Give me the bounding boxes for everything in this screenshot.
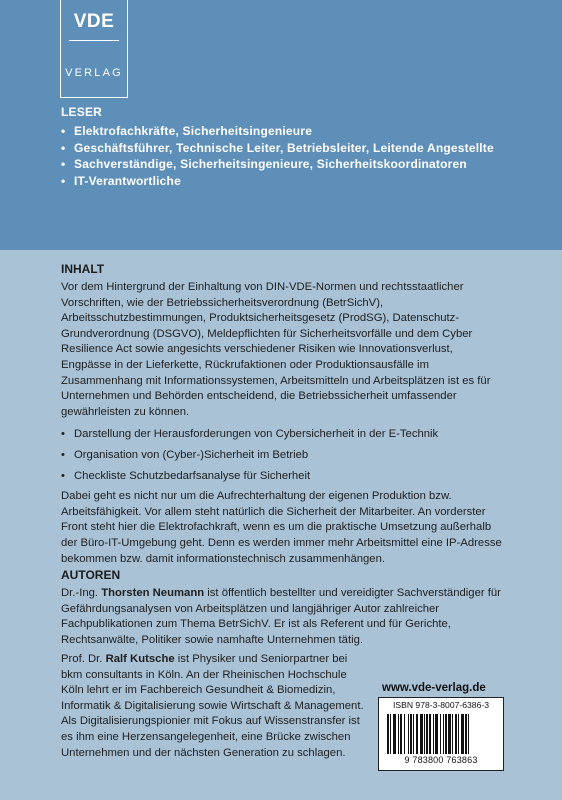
- publisher-website[interactable]: www.vde-verlag.de: [382, 682, 486, 694]
- barcode-bar: [461, 714, 464, 754]
- leser-item: • Sachverständige, Sicherheitsingenieure, Sicherheitskoordinatoren: [61, 156, 494, 173]
- barcode-bar: [400, 714, 402, 754]
- leser-item: • IT-Verantwortliche: [61, 173, 494, 190]
- barcode-bar: [468, 714, 469, 754]
- barcode-bar: [455, 714, 457, 754]
- inhalt-title: INHALT: [61, 262, 105, 276]
- barcode-bar: [393, 714, 396, 754]
- barcode-bar: [440, 714, 441, 754]
- barcode-bar: [458, 714, 459, 754]
- barcode-box: [378, 697, 504, 771]
- barcode-bar: [424, 714, 425, 754]
- author-1-prefix: Dr.-Ing.: [61, 587, 102, 599]
- leser-item: • Elektrofachkräfte, Sicherheitsingenieure: [61, 123, 494, 140]
- barcode-bar: [408, 714, 409, 754]
- barcode-bar: [416, 714, 418, 754]
- barcode-icon: [387, 714, 497, 754]
- barcode-bar: [404, 714, 405, 754]
- leser-list: [61, 123, 494, 189]
- barcode-bar: [413, 714, 414, 754]
- autoren-body-2: [61, 652, 367, 761]
- barcode-bar: [448, 714, 451, 754]
- barcode-bar: [465, 714, 467, 754]
- author-1: [61, 586, 506, 648]
- author-1-name: Thorsten Neumann: [101, 587, 205, 599]
- author-2-name: Ralf Kutsche: [105, 653, 175, 665]
- leser-section: [61, 105, 494, 189]
- inhalt-intro: Vor dem Hintergrund der Einhaltung von DIN-VDE-Normen und rechtsstaatlicher Vorschriften, wie der Betriebssicherheitsverordnung (BetrSichV), Arbeitsschutzbestimmungen, Produktsicherheitsgesetz (ProdSG), Datenschutz-Grundverordnung (DSGVO), Meldepflichten für Sicherheitsvorfälle und dem Cyber Resilience Act sowie angesichts verschiedener Risiken wie Innovationsverlust, Engpässe in der Lieferkette, Rückrufaktionen oder Produktionsausfälle im Zusammenhang mit Informationssystemen, Arbeitsmitteln und Arbeitsplätzen ist es für Unternehmen und Behörden entscheidend, die Betriebssicherheit umfassender gewährleisten zu können.: [61, 281, 491, 418]
- author-2-text: ist Physiker und Seniorpartner bei bkm consultants in Köln. An der Rheinischen Hochschule Köln lehrt er im Fachbereich Gesundheit & Biomedizin, Informatik & Digitalisierung sowie Wirtschaft & Management. Als Digitalisierungspionier mit Fokus auf Wissenstransfer ist es ihm eine Herzensangelegenheit, eine Brücke zwischen Unternehmen und der nächsten Generation zu schlagen.: [61, 653, 364, 759]
- barcode-bar: [420, 714, 423, 754]
- barcode-number: 9 783800 763863: [404, 755, 478, 765]
- inhalt-bullet: • Organisation von (Cyber-)Sicherheit im Betrieb: [61, 445, 506, 466]
- author-2: [61, 652, 367, 761]
- barcode-bar: [398, 714, 399, 754]
- inhalt-outro: Dabei geht es nicht nur um die Aufrechterhaltung der eigenen Produktion bzw. Arbeitsfähigkeit. Vor allem steht natürlich die Sicherheit der Mitarbeiter. An vorderster Front steht hier die Elektrofachkraft, wenn es um die praktische Umsetzung außerhalb der Büro-IT-Umgebung geht. Denn es werden immer mehr Arbeitsmittel eine IP-Adresse bekommen bzw. damit informationstechnisch zusammenhängen.: [61, 490, 502, 565]
- inhalt-bullet: • Checkliste Schutzbedarfsanalyse für Sicherheit: [61, 466, 506, 487]
- barcode-bar: [410, 714, 412, 754]
- inhalt-bullets: [61, 424, 506, 486]
- vde-logo: [60, 0, 128, 98]
- barcode-bar: [443, 714, 444, 754]
- leser-item: • Geschäftsführer, Technische Leiter, Betriebsleiter, Leitende Angestellte: [61, 140, 494, 157]
- barcode-bar: [429, 714, 431, 754]
- logo-subtitle: VERLAG: [65, 67, 123, 79]
- logo-brand: VDE: [73, 11, 115, 32]
- isbn-label: ISBN 978-3-8007-6386-3: [392, 700, 490, 710]
- top-band: [0, 0, 562, 250]
- leser-title: LESER: [61, 105, 103, 119]
- barcode-bar: [426, 714, 428, 754]
- barcode-bar: [390, 714, 391, 754]
- barcode-bar: [387, 714, 389, 754]
- author-1-text: ist öffentlich bestellter und vereidigter Sachverständiger für Gefährdungsanalysen von Arbeitsplätzen und langjähriger Autor zahlreicher Fachpublikationen zum Thema BetrSichV. Er ist als Referent und für Gerichte, Rechtsanwälte, Politiker sowie namhafte Unternehmen tätig.: [61, 587, 501, 646]
- autoren-body-1: [61, 586, 506, 648]
- barcode-bar: [445, 714, 447, 754]
- inhalt-body: [61, 280, 506, 567]
- author-2-prefix: Prof. Dr.: [61, 653, 106, 665]
- barcode-bar: [435, 714, 438, 754]
- logo-divider: [69, 40, 119, 41]
- barcode-bar: [452, 714, 453, 754]
- autoren-title: AUTOREN: [61, 568, 121, 582]
- barcode-bar: [433, 714, 434, 754]
- inhalt-bullet: • Darstellung der Herausforderungen von Cybersicherheit in der E-Technik: [61, 424, 506, 445]
